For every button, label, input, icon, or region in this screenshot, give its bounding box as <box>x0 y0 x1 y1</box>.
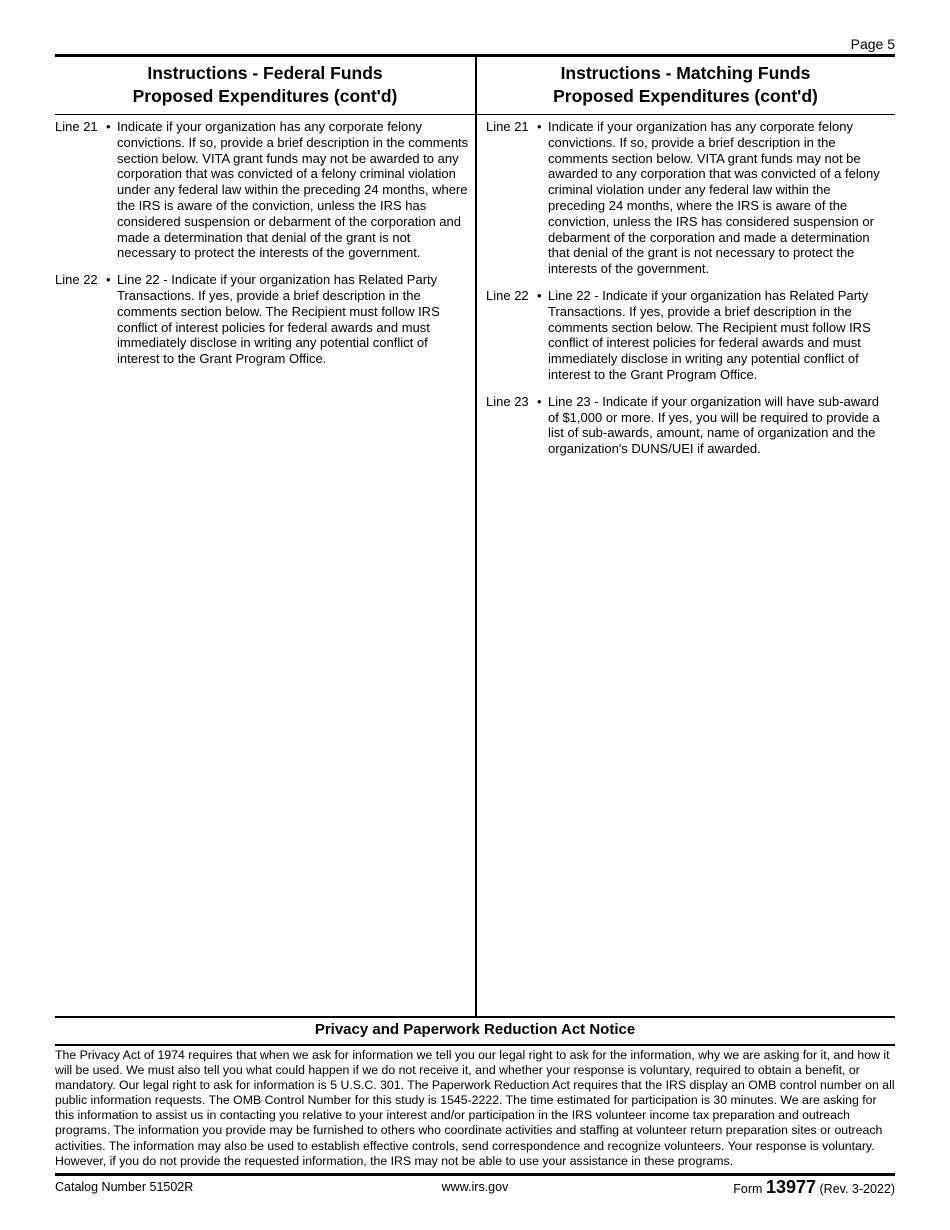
privacy-top-divider <box>55 1016 895 1018</box>
matching-line-22 <box>476 288 895 383</box>
privacy-notice-title: Privacy and Paperwork Reduction Act Notice <box>314 1021 636 1038</box>
form-identifier <box>733 1177 895 1198</box>
privacy-notice-body: The Privacy Act of 1974 requires that when we ask for information we tell you our legal right to ask for the information, why we are asking for it, and how it will be used. We must also tell you what could happen if we do not receive it, and whether your response is voluntary, required to obtain a benefit, or mandatory. Our legal right to ask for information is 5 U.S.C. 301. The Paperwork Reduction Act requires that the IRS display an OMB control number on all public information requests. The OMB Control Number for this study is 1545-2222. The time estimated for participation is 30 minutes. We are asking for this information to assist us in contacting you relative to your interest and/or participation in the IRS volunteer income tax preparation and outreach programs. The information you provide may be furnished to others who coordinate activities and staffing at volunteer return preparation sites or outreach activities. The information may also be used to establish effective controls, send correspondence and recognize volunteers. Your response is voluntary. However, if you do not provide the requested information, the IRS may not be able to use your assistance in these programs. <box>55 1048 895 1168</box>
matching-funds-lines <box>476 115 895 457</box>
federal-line-21 <box>55 119 475 261</box>
line-text: Indicate if your organization has any corporate felony convictions. If so, provide a brief description in the comments section below. VITA grant funds may not be awarded to any corporation that was convicted of a felony criminal violation under any federal law within the preceding 24 months, where the IRS is aware of the conviction, unless the IRS has considered suspension or debarment of the corporation and made a determination that denial of the grant is not necessary to protect the interests of the government. <box>117 119 469 261</box>
matching-funds-title-line1: Instructions - Matching Funds <box>560 63 811 83</box>
matching-funds-title-line2: Proposed Expenditures (cont'd) <box>553 86 818 106</box>
bullet-icon: • <box>537 287 542 303</box>
federal-funds-title-line2: Proposed Expenditures (cont'd) <box>132 86 398 106</box>
matching-line-23 <box>476 394 895 457</box>
bullet-icon: • <box>106 272 111 288</box>
page-number: Page 5 <box>850 36 895 52</box>
line-label: Line 22 <box>486 287 529 303</box>
instruction-columns <box>55 57 895 1017</box>
line-text: Line 22 - Indicate if your organization has Related Party Transactions. If yes, provide a brief description in the comments section below. The Recipient must follow IRS conflict of interest policies for federal awards and must immediately disclose in writing any potential conflict of interest to the Grant Program Office. <box>117 272 440 367</box>
federal-funds-column <box>55 57 477 1017</box>
form-revision: (Rev. 3-2022) <box>819 1182 895 1196</box>
website-link[interactable]: www.irs.gov <box>441 1180 509 1194</box>
federal-funds-lines <box>55 115 475 367</box>
federal-line-22 <box>55 272 475 367</box>
federal-funds-title-line1: Instructions - Federal Funds <box>147 63 383 83</box>
line-text: Line 22 - Indicate if your organization has Related Party Transactions. If yes, provide a brief description in the comments section below. The Recipient must follow IRS conflict of interest policies for federal awards and must immediately disclose in writing any potential conflict of interest to the Grant Program Office. <box>548 287 871 382</box>
form-word: Form <box>733 1182 763 1196</box>
matching-funds-heading <box>476 57 895 115</box>
form-number: 13977 <box>765 1177 817 1197</box>
line-label: Line 23 <box>486 393 529 409</box>
line-label: Line 22 <box>55 272 98 288</box>
line-label: Line 21 <box>55 119 98 134</box>
privacy-title-divider <box>55 1044 895 1046</box>
line-label: Line 21 <box>486 119 529 134</box>
bullet-icon: • <box>537 393 542 409</box>
matching-line-21 <box>476 119 895 277</box>
federal-funds-heading <box>55 57 475 115</box>
matching-funds-column <box>476 57 895 1017</box>
line-text: Indicate if your organization has any corporate felony convictions. If so, provide a brief description in the comments section below. VITA grant funds may not be awarded to any corporation that was convicted of a felony criminal violation under any federal law within the preceding 24 months, where the IRS is aware of the conviction, unless the IRS has considered suspension or debarment of the corporation and made a determination that denial of the grant is not necessary to protect the interests of the government. <box>548 119 880 277</box>
catalog-number: Catalog Number 51502R <box>55 1180 194 1194</box>
line-text: Line 23 - Indicate if your organization will have sub-award of $1,000 or more. If yes, you will be required to provide a list of sub-awards, amount, name of organization and the organization's DUNS/UEI if awarded. <box>548 393 880 457</box>
footer-divider <box>55 1173 895 1176</box>
bullet-icon: • <box>106 119 111 134</box>
bullet-icon: • <box>537 119 542 134</box>
